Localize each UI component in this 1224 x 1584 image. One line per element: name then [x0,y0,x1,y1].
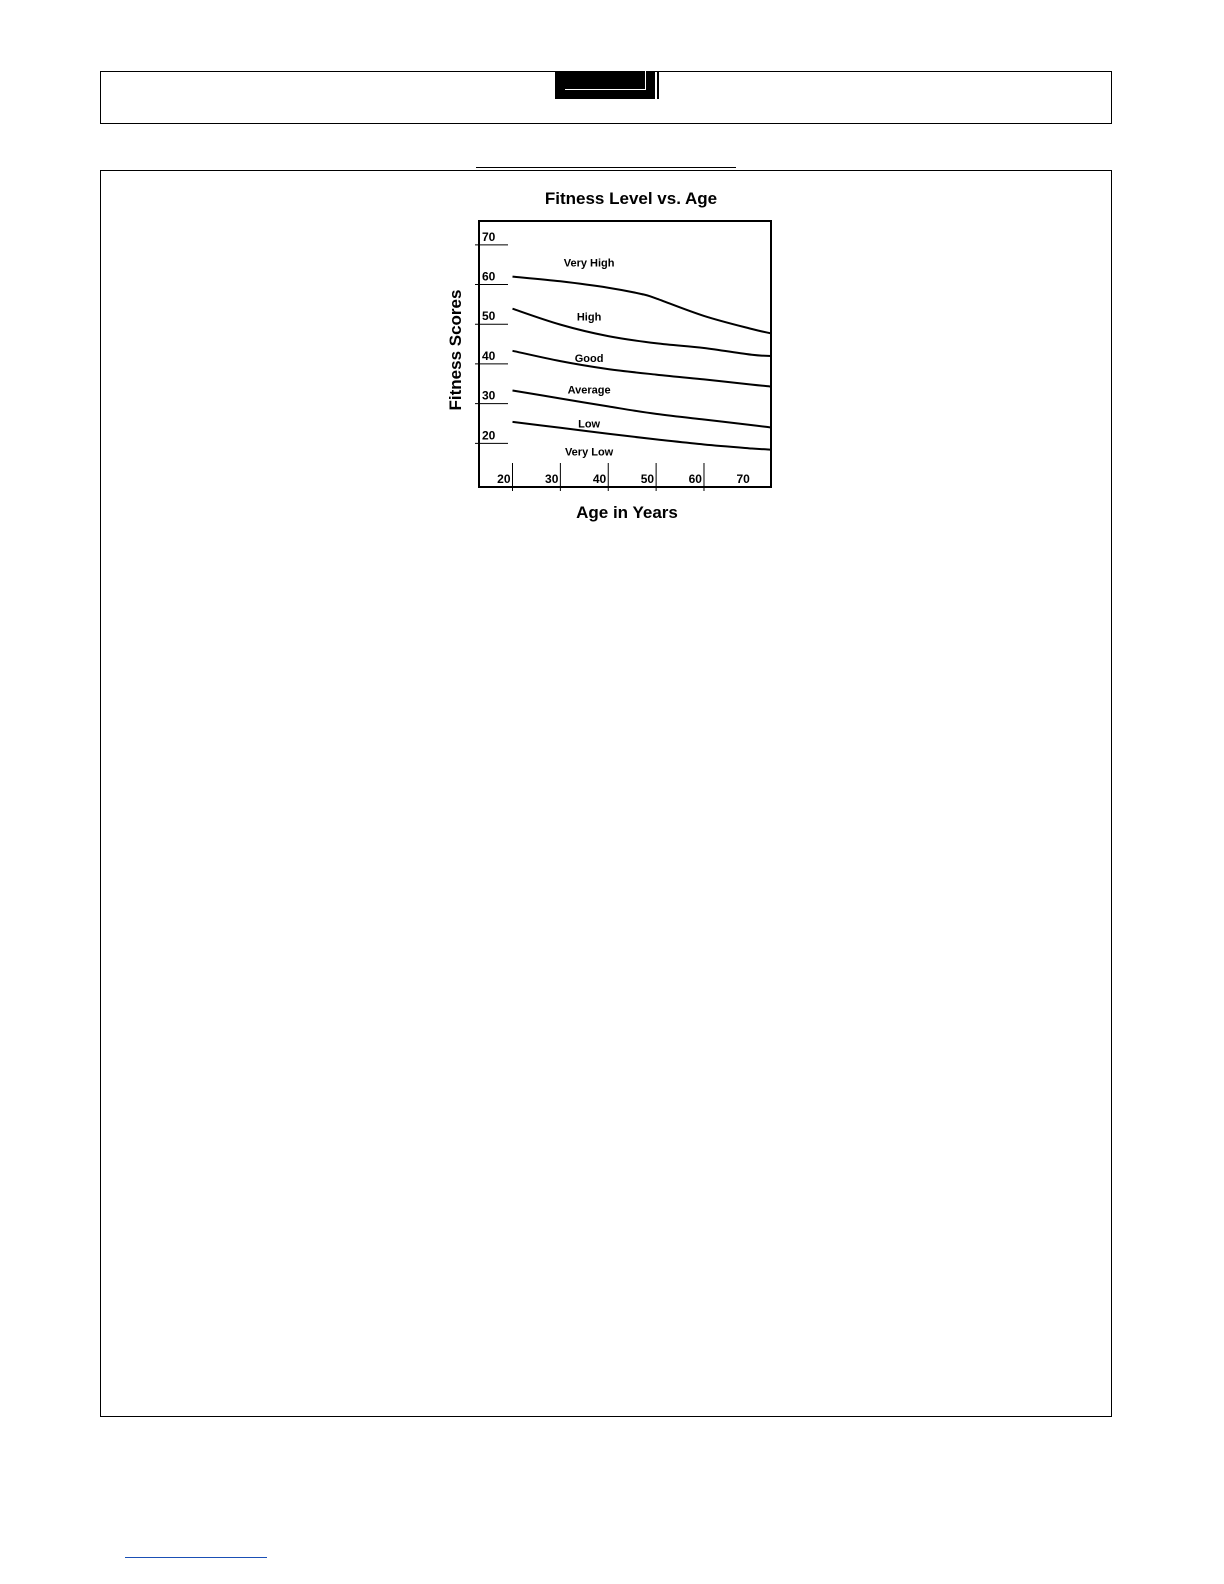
x-tick-label: 30 [545,472,559,486]
band-label-very-low: Very Low [564,446,614,459]
y-tick-label: 70 [482,229,496,244]
x-axis-label: Age in Years [576,503,678,522]
band-label-low: Low [578,418,601,431]
band-boundary-lines [513,277,772,450]
band-boundary-line [513,391,772,431]
band-boundary-line [513,309,772,356]
y-tick-label: 60 [482,269,496,284]
y-axis-label: Fitness Scores [446,289,465,411]
x-tick-label: 20 [497,472,511,486]
chart-title: Fitness Level vs. Age [544,189,718,208]
band-boundary-line [513,351,772,387]
x-tick-label: 60 [688,472,702,486]
band-boundary-line [513,277,772,334]
y-tick-label: 20 [482,428,496,443]
band-boundary-line [513,422,772,450]
x-tick-label: 50 [640,472,655,486]
y-tick-label: 30 [482,388,496,403]
y-tick-label: 50 [482,309,496,324]
y-tick-label: 40 [482,348,496,363]
x-tick-label: 70 [736,472,750,486]
band-label-very-high: Very High [563,257,615,270]
band-label-high: High [576,311,602,324]
band-label-good: Good [574,352,604,365]
x-tick-label: 40 [592,472,607,486]
band-label-average: Average [567,384,611,397]
